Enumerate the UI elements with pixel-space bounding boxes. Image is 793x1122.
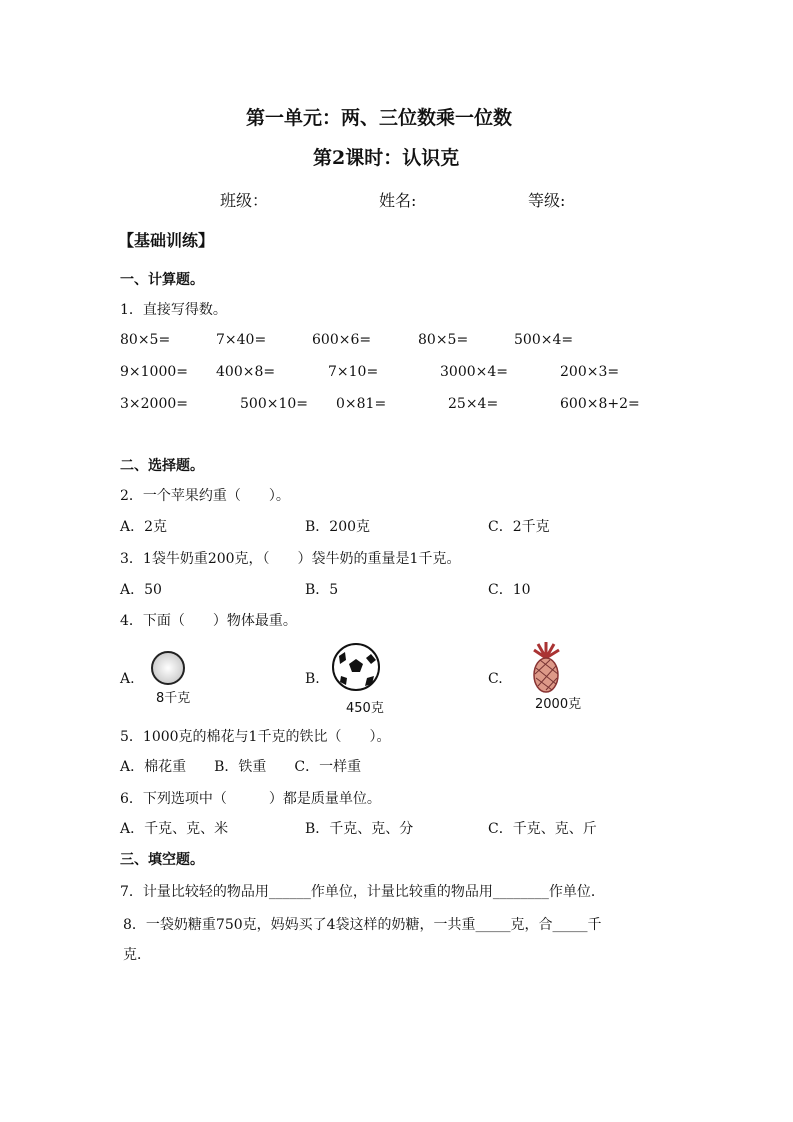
q6-option-a: A．千克、克、米	[120, 821, 229, 837]
question-4: 4．下面（ ）物体最重。	[120, 613, 297, 629]
ball-image	[150, 650, 186, 686]
page-subtitle: 第2课时：认识克	[313, 147, 460, 169]
page-title: 第一单元：两、三位数乘一位数	[246, 107, 513, 129]
q5-options: A．棉花重 B．铁重 C．一样重	[120, 759, 362, 775]
calc-item: 600×8+2=	[560, 396, 640, 412]
calc-item: 25×4=	[448, 396, 499, 412]
section-3-heading: 三、填空题。	[120, 852, 204, 868]
pineapple-image	[526, 642, 566, 694]
section-basic-training: 【基础训练】	[118, 231, 215, 250]
q4-option-b: B.	[305, 671, 320, 687]
q2-option-b: B．200克	[305, 519, 371, 535]
calc-item: 600×6=	[312, 332, 372, 348]
calc-item: 0×81=	[336, 396, 387, 412]
name-label: 姓名:	[379, 191, 417, 210]
question-7: 7．计量比较轻的物品用______作单位，计量比较重的物品用________作单位．	[120, 884, 605, 900]
q6-option-b: B．千克、克、分	[305, 821, 414, 837]
q4-caption-b: 450克	[346, 701, 384, 716]
q4-option-c: C.	[488, 671, 503, 687]
question-5: 5．1000克的棉花与1千克的铁比（ ）。	[120, 729, 391, 745]
calc-item: 500×4=	[514, 332, 574, 348]
calc-item: 3000×4=	[440, 364, 508, 380]
section-1-heading: 一、计算题。	[120, 272, 204, 288]
q3-option-c: C．10	[488, 582, 531, 598]
calc-item: 7×40=	[216, 332, 267, 348]
q4-caption-c: 2000克	[535, 697, 582, 712]
question-6: 6．下列选项中（ ）都是质量单位。	[120, 791, 381, 807]
q3-option-b: B．5	[305, 582, 339, 598]
question-1: 1．直接写得数。	[120, 302, 227, 318]
q2-option-a: A．2克	[120, 519, 168, 535]
calc-item: 500×10=	[240, 396, 308, 412]
calc-item: 400×8=	[216, 364, 276, 380]
q3-option-a: A．50	[120, 582, 162, 598]
question-2: 2．一个苹果约重（ ）。	[120, 488, 290, 504]
calc-item: 3×2000=	[120, 396, 188, 412]
question-8-cont: 克．	[123, 947, 151, 963]
calc-item: 200×3=	[560, 364, 620, 380]
soccer-ball-image	[331, 642, 381, 692]
grade-label: 等级:	[528, 191, 566, 210]
calc-item: 80×5=	[120, 332, 171, 348]
class-label: 班级：	[220, 191, 269, 210]
question-8: 8．一袋奶糖重750克，妈妈买了4袋这样的奶糖，一共重_____克，合_____千	[123, 917, 602, 933]
calc-item: 7×10=	[328, 364, 379, 380]
calc-item: 80×5=	[418, 332, 469, 348]
q6-option-c: C．千克、克、斤	[488, 821, 597, 837]
question-3: 3．1袋牛奶重200克，（ ）袋牛奶的重量是1千克。	[120, 551, 461, 567]
q2-option-c: C．2千克	[488, 519, 550, 535]
calc-item: 9×1000=	[120, 364, 188, 380]
section-2-heading: 二、选择题。	[120, 458, 204, 474]
q4-caption-a: 8千克	[156, 691, 191, 706]
q4-option-a: A.	[120, 671, 135, 687]
